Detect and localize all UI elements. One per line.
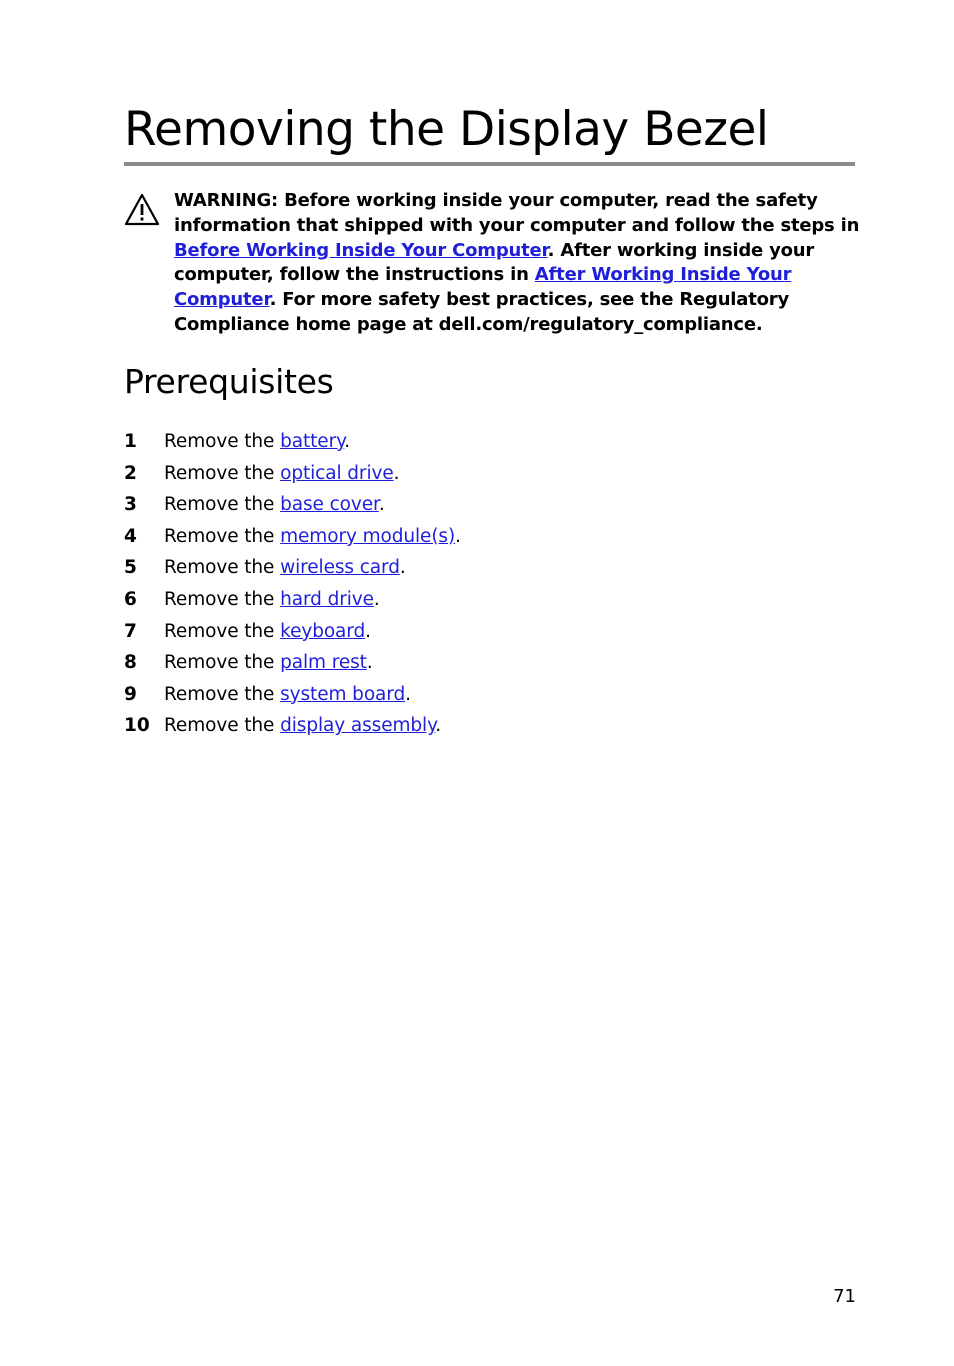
step-text [164,523,461,551]
step-text [164,618,371,646]
step-item [124,491,855,523]
prerequisite-steps [124,428,855,744]
base-cover-link[interactable]: base cover [280,494,379,516]
step-suffix: . [365,620,371,642]
step-text [164,428,350,456]
step-item [124,618,855,650]
step-item [124,554,855,586]
step-item [124,712,855,744]
before-working-link[interactable]: Before Working Inside Your Computer [174,239,548,261]
step-suffix: . [366,652,373,674]
step-prefix: Remove the [164,715,281,737]
warning-text-suffix: . For more safety best practices, see the Regulatory Compliance home page at dell.com/regulatory_compliance. [174,289,790,335]
step-text [164,712,441,740]
step-text [164,491,385,519]
optical-drive-link[interactable]: optical drive [280,462,394,484]
step-text [164,554,406,582]
warning-text-middle: . After working inside your computer, follow the instructions in [174,239,815,286]
step-text [164,586,380,614]
page-title: Removing the Display Bezel [124,100,855,166]
display-assembly-link[interactable]: display assembly [280,715,436,737]
step-number: 4 [124,525,137,547]
step-suffix: . [455,525,461,547]
step-item [124,586,855,618]
keyboard-link[interactable]: keyboard [280,620,366,642]
step-text [164,649,373,677]
wireless-card-link[interactable]: wireless card [280,557,400,579]
system-board-link[interactable]: system board [280,683,406,705]
step-item [124,649,855,681]
step-suffix: . [405,683,411,705]
after-working-link[interactable]: After Working Inside Your Computer [174,264,792,311]
step-number: 7 [124,620,137,642]
step-suffix: . [344,431,351,452]
step-number: 5 [124,557,137,579]
step-suffix: . [399,557,406,579]
step-suffix: . [378,494,385,516]
step-suffix: . [393,462,400,484]
step-prefix: Remove the [164,620,281,642]
step-prefix: Remove the [164,494,281,516]
step-number: 2 [124,462,137,484]
step-item [124,681,855,713]
step-number: 9 [124,683,137,705]
hard-drive-link[interactable]: hard drive [280,588,374,610]
prerequisites-heading: Prerequisites [124,362,334,401]
warning-triangle-icon [124,193,160,227]
palm-rest-link[interactable]: palm rest [280,652,367,674]
step-prefix: Remove the [164,525,281,547]
step-prefix: Remove the [164,588,281,610]
step-prefix: Remove the [164,431,281,452]
step-prefix: Remove the [164,652,281,674]
step-number: 6 [124,588,137,610]
step-number: 3 [124,494,137,516]
warning-text [174,189,864,338]
step-prefix: Remove the [164,557,281,579]
step-item [124,460,855,492]
step-text [164,460,399,488]
step-item [124,523,855,555]
page-number: 71 [833,1286,856,1307]
step-item [124,428,855,460]
step-number: 10 [124,715,150,737]
battery-link[interactable]: battery [280,431,345,452]
step-number: 1 [124,431,137,452]
step-text [164,681,411,709]
step-prefix: Remove the [164,683,281,705]
step-suffix: . [373,588,380,610]
memory-modules-link[interactable]: memory module(s) [280,525,456,547]
step-number: 8 [124,652,137,674]
step-suffix: . [435,715,442,737]
warning-text-prefix: WARNING: Before working inside your computer, read the safety information that shipped with your computer and follow the steps in [174,190,860,236]
step-prefix: Remove the [164,462,281,484]
